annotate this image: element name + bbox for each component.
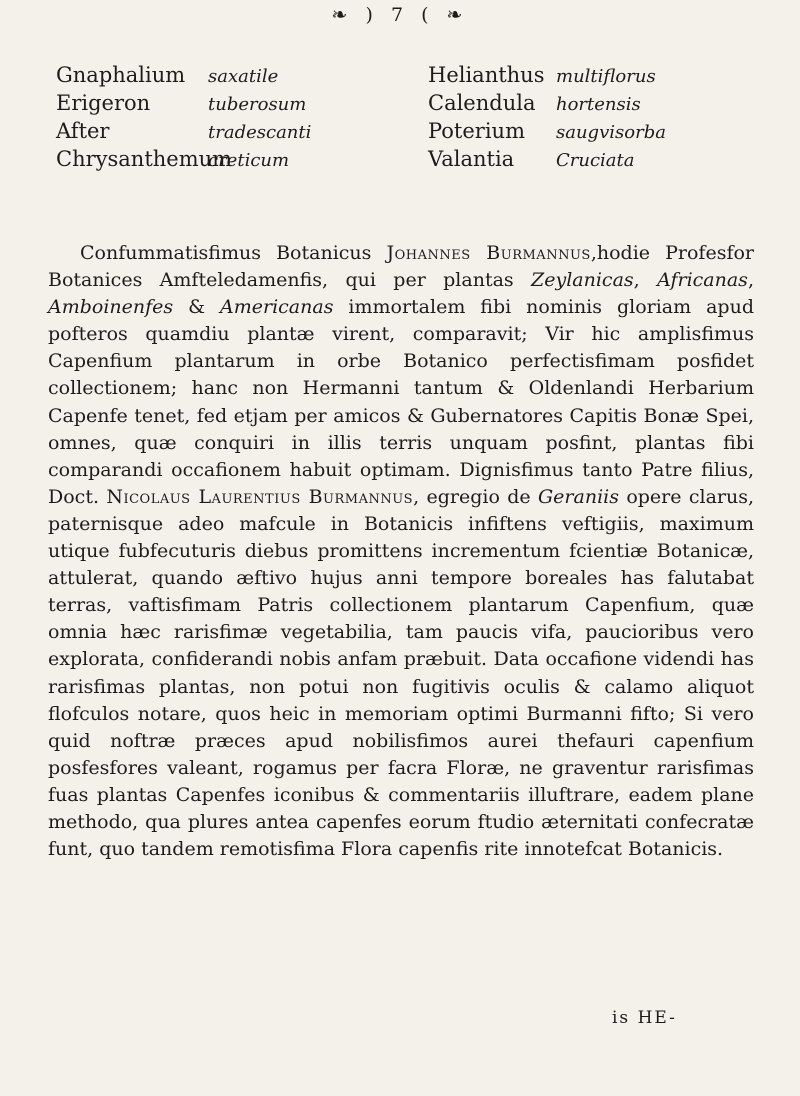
body-paragraph [48,240,754,863]
region-term: Zeylanicas [531,269,634,292]
plant-list-left [56,62,311,174]
text-segment: , [633,269,658,292]
plant-entry [428,118,666,146]
person-name: Johannes Burmannus [386,242,591,264]
region-term: Americanas [220,296,334,319]
catchword: is HE- [612,1008,677,1028]
plant-species: saugvisorba [556,122,666,143]
region-term: Amboinenfes [48,296,174,319]
plant-species: multiflorus [556,66,656,87]
plant-entry [56,62,311,90]
plant-species: tradescanti [208,122,312,143]
plant-genus: Valantia [428,147,515,171]
page-header [0,4,800,26]
text-segment: immortalem fibi nominis gloriam apud pofteros quamdiu plantæ virent, comparavit; Vir hic amplisfimus Capenfium plantarum in orbe Botanico perfectisfimam posfidet collectionem; hanc non Hermanni tantum & Oldenlandi Herbarium Capenfe tenet, fed etjam per amicos & Gubernatores Capitis Bonæ Spei, omnes, quæ conquiri in illis terris unquam posfint, plantas fibi comparandi occafionem habuit optimam. Dignisfimus tanto Patre filius, Doct. [48,296,754,508]
text-segment: , egregio de [413,485,538,508]
person-name: Nicolaus Laurentius Burmannus [106,485,414,508]
fleuron-right-icon: ❧ [446,4,469,26]
plant-entry [428,146,666,174]
text-segment: Confummatisfimus Botanicus [80,242,387,264]
plant-species: tuberosum [208,94,307,115]
plant-genus: Erigeron [56,91,151,115]
plant-genus: Chrysanthemum [56,147,233,171]
plant-species: creticum [208,150,290,171]
plant-genus: Helianthus [428,63,545,87]
fleuron-left-icon: ❧ [331,4,354,26]
work-title: Geraniis [538,485,619,508]
plant-species: Cruciata [556,150,635,171]
plant-genus: Calendula [428,91,536,115]
plant-species: saxatile [208,66,279,87]
plant-entry [428,62,666,90]
plant-entry [56,118,311,146]
text-segment: , [747,269,754,292]
plant-genus: Poterium [428,119,525,143]
plant-species: hortensis [556,94,641,115]
plant-entry [428,90,666,118]
plant-genus: Gnaphalium [56,63,186,87]
plant-entry [56,146,311,174]
plant-entry [56,90,311,118]
main-paragraph [48,240,754,863]
plant-genus: After [56,119,110,143]
page-number: ) 7 ( [365,4,435,26]
region-term: Africanas [657,269,748,292]
plant-list-right [428,62,666,174]
text-segment: & [173,296,221,319]
text-segment: opere clarus, paternisque adeo mafcule in Botanicis infiftens veftigiis, maximum utique fubfecuturis diebus promittens incrementum fcientiæ Botanicæ, attulerat, quando æftivo hujus anni tempore boreales has falutabat terras, vaftisfimam Patris collectionem plantarum Capenfium, quæ omnia hæc rarisfimæ vegetabilia, tam paucis vifa, paucioribus vero explorata, confiderandi nobis anfam præbuit. Data occafione videndi has rarisfimas plantas, non potui non fugitivis oculis & calamo aliquot flofculos notare, quos heic in memoriam optimi Burmanni fifto; Si vero quid noftræ præces apud nobilisfimos aurei thefauri capenfium posfesfores valeant, rogamus per facra Floræ, ne graventur rarisfimas fuas plantas Capenfes iconibus & commentariis illuftrare, eadem plane methodo, qua plures antea capenfes eorum ftudio æternitati confecratæ funt, quo tandem remotisfima Flora capenfis rite innotefcat Botanicis. [48,485,755,861]
text-segment: ,hodie Profesfor Botanices Amfteledamenfis, qui per plantas [48,242,755,292]
